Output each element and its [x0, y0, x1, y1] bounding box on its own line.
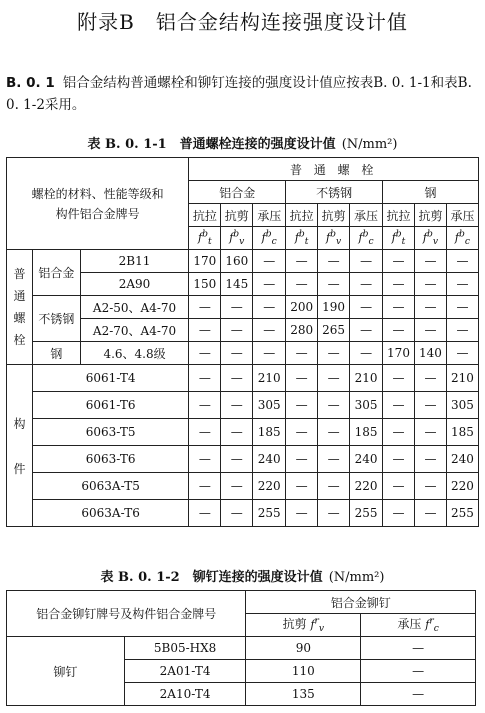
rivet-shear: 90	[246, 637, 361, 660]
value-cell: 170	[383, 342, 415, 365]
table1-top-header: 普 通 螺 栓	[189, 158, 479, 181]
value-cell: —	[383, 273, 415, 296]
value-cell: 265	[318, 319, 350, 342]
value-cell: 305	[350, 392, 383, 419]
value-cell: —	[221, 500, 253, 527]
value-cell: 255	[350, 500, 383, 527]
column-header: 承压	[350, 204, 383, 227]
value-cell: —	[286, 473, 318, 500]
column-symbol	[383, 227, 415, 250]
member-grade: 6063A-T5	[32, 473, 188, 500]
value-cell: —	[414, 365, 446, 392]
symbol: $f^b_c$	[261, 228, 277, 248]
column-symbol	[189, 227, 221, 250]
table1-caption-text: 表 B. 0. 1-1 普通螺栓连接的强度设计值	[87, 137, 336, 152]
value-cell: 185	[253, 419, 286, 446]
bolt-material: 钢	[32, 342, 80, 365]
bolt-material: 铝合金	[32, 250, 80, 296]
value-cell: —	[414, 296, 446, 319]
table2-category: 铆钉	[7, 637, 125, 706]
symbol: $f^b_c$	[454, 228, 471, 248]
value-cell: —	[189, 500, 221, 527]
table1-corner-header: 螺栓的材料、性能等级和构件铝合金牌号	[7, 158, 189, 250]
value-cell: —	[383, 419, 415, 446]
bolt-grade: A2-70、A4-70	[80, 319, 189, 342]
value-cell: 145	[221, 273, 253, 296]
column-symbol	[350, 227, 383, 250]
symbol: $f^b_t$	[294, 228, 309, 248]
value-cell: —	[221, 296, 253, 319]
value-cell: 305	[253, 392, 286, 419]
table-row	[7, 296, 479, 319]
column-header: 承压	[446, 204, 478, 227]
col-label: 承压	[397, 617, 422, 632]
rivet-grade: 2A01-T4	[124, 660, 246, 683]
rivet-bearing: —	[361, 660, 476, 683]
col-label: 抗剪	[282, 617, 307, 632]
page-title: 附录B 铝合金结构连接强度设计值	[77, 10, 408, 34]
value-cell: —	[318, 500, 350, 527]
value-cell: —	[221, 473, 253, 500]
value-cell: —	[414, 319, 446, 342]
rivet-grade: 5B05-HX8	[124, 637, 246, 660]
value-cell: —	[383, 296, 415, 319]
rivet-bearing: —	[361, 637, 476, 660]
value-cell: —	[189, 342, 221, 365]
column-symbol	[286, 227, 318, 250]
symbol: $f^b_t$	[391, 228, 406, 248]
member-category: 构 件	[7, 365, 33, 527]
value-cell: —	[253, 250, 286, 273]
rivet-shear: 110	[246, 660, 361, 683]
value-cell: —	[446, 296, 478, 319]
value-cell: 210	[253, 365, 286, 392]
value-cell: 240	[350, 446, 383, 473]
value-cell: 255	[253, 500, 286, 527]
symbol: $f^b_v$	[229, 228, 245, 248]
value-cell: 210	[446, 365, 478, 392]
column-symbol	[318, 227, 350, 250]
value-cell: —	[383, 446, 415, 473]
column-symbol	[221, 227, 253, 250]
column-symbol	[414, 227, 446, 250]
group-header: 铝合金	[189, 181, 286, 204]
value-cell: —	[383, 500, 415, 527]
value-cell: —	[318, 273, 350, 296]
symbol: $f^b_v$	[422, 228, 439, 248]
value-cell: —	[221, 446, 253, 473]
value-cell: —	[286, 500, 318, 527]
value-cell: —	[446, 250, 478, 273]
symbol: $f^b_t$	[198, 228, 212, 248]
rivet-strength-table	[6, 590, 476, 706]
value-cell: 150	[189, 273, 221, 296]
bolt-material: 不锈钢	[32, 296, 80, 342]
value-cell: —	[383, 392, 415, 419]
value-cell: 185	[350, 419, 383, 446]
group-header: 不锈钢	[286, 181, 383, 204]
value-cell: 220	[253, 473, 286, 500]
value-cell: —	[286, 365, 318, 392]
value-cell: —	[414, 500, 446, 527]
table2-group-header: 铝合金铆钉	[246, 591, 476, 614]
member-grade: 6063-T6	[32, 446, 188, 473]
group-header: 钢	[383, 181, 479, 204]
value-cell: —	[318, 250, 350, 273]
value-cell: —	[286, 446, 318, 473]
table-row	[7, 473, 479, 500]
member-grade: 6061-T6	[32, 392, 188, 419]
value-cell: 240	[253, 446, 286, 473]
value-cell: —	[253, 296, 286, 319]
column-header: 抗拉	[383, 204, 415, 227]
table2-corner-header: 铝合金铆钉牌号及构件铝合金牌号	[7, 591, 246, 637]
value-cell: —	[253, 273, 286, 296]
bolt-category: 普 通 螺 栓	[7, 250, 33, 365]
value-cell: 220	[350, 473, 383, 500]
table-row	[7, 419, 479, 446]
value-cell: —	[350, 250, 383, 273]
rivet-grade: 2A10-T4	[124, 683, 246, 706]
value-cell: 200	[286, 296, 318, 319]
value-cell: —	[189, 392, 221, 419]
value-cell: —	[414, 250, 446, 273]
value-cell: —	[253, 319, 286, 342]
value-cell: —	[350, 319, 383, 342]
value-cell: —	[318, 473, 350, 500]
value-cell: —	[286, 273, 318, 296]
value-cell: —	[221, 342, 253, 365]
value-cell: —	[318, 446, 350, 473]
value-cell: —	[383, 365, 415, 392]
value-cell: —	[446, 273, 478, 296]
value-cell: —	[221, 392, 253, 419]
clause-text: 铝合金结构普通螺栓和铆钉连接的强度设计值应按表B. 0. 1-1和表B. 0. 1-2采用。	[6, 75, 472, 113]
value-cell: —	[189, 446, 221, 473]
table-row	[7, 446, 479, 473]
value-cell: —	[286, 392, 318, 419]
table2-unit: (N/mm²)	[328, 570, 385, 585]
value-cell: 305	[446, 392, 478, 419]
value-cell: —	[383, 319, 415, 342]
clause-paragraph	[6, 72, 481, 116]
value-cell: —	[318, 419, 350, 446]
value-cell: —	[189, 319, 221, 342]
column-header: 抗剪	[414, 204, 446, 227]
value-cell: —	[446, 319, 478, 342]
table-row	[7, 365, 479, 392]
value-cell: —	[286, 250, 318, 273]
value-cell: —	[318, 392, 350, 419]
clause-code: B. 0. 1	[6, 75, 55, 91]
value-cell: —	[383, 473, 415, 500]
value-cell: —	[189, 473, 221, 500]
value-cell: 185	[446, 419, 478, 446]
table1-unit: (N/mm²)	[341, 137, 398, 152]
value-cell: —	[383, 250, 415, 273]
value-cell: —	[350, 296, 383, 319]
value-cell: 255	[446, 500, 478, 527]
bolt-strength-table	[6, 157, 479, 527]
value-cell: —	[446, 342, 478, 365]
value-cell: —	[414, 392, 446, 419]
value-cell: 210	[350, 365, 383, 392]
table-row	[7, 342, 479, 365]
table2-caption	[0, 566, 485, 585]
value-cell: —	[414, 273, 446, 296]
value-cell: 280	[286, 319, 318, 342]
value-cell: —	[414, 419, 446, 446]
table2-col-bearing	[361, 614, 476, 637]
value-cell: —	[318, 365, 350, 392]
bolt-grade: 4.6、4.8级	[80, 342, 189, 365]
symbol: $f^b_v$	[326, 228, 342, 248]
value-cell: 240	[446, 446, 478, 473]
value-cell: —	[318, 342, 350, 365]
rivet-bearing: —	[361, 683, 476, 706]
value-cell: —	[221, 365, 253, 392]
value-cell: —	[286, 342, 318, 365]
column-header: 抗拉	[286, 204, 318, 227]
symbol: $f^b_c$	[358, 228, 374, 248]
table-row	[7, 392, 479, 419]
column-symbol	[446, 227, 478, 250]
value-cell: —	[350, 273, 383, 296]
value-cell: —	[414, 446, 446, 473]
rivet-shear: 135	[246, 683, 361, 706]
column-header: 抗拉	[189, 204, 221, 227]
bolt-grade: 2A90	[80, 273, 189, 296]
member-grade: 6063-T5	[32, 419, 188, 446]
value-cell: —	[189, 296, 221, 319]
table-row	[7, 250, 479, 273]
symbol-fv: $f^r_v$	[310, 615, 325, 635]
value-cell: —	[221, 419, 253, 446]
value-cell: —	[189, 419, 221, 446]
table-row	[7, 500, 479, 527]
column-symbol	[253, 227, 286, 250]
member-grade: 6061-T4	[32, 365, 188, 392]
bolt-grade: 2B11	[80, 250, 189, 273]
value-cell: 160	[221, 250, 253, 273]
value-cell: —	[414, 473, 446, 500]
value-cell: 190	[318, 296, 350, 319]
value-cell: —	[350, 342, 383, 365]
bolt-grade: A2-50、A4-70	[80, 296, 189, 319]
column-header: 抗剪	[318, 204, 350, 227]
value-cell: —	[286, 419, 318, 446]
column-header: 抗剪	[221, 204, 253, 227]
value-cell: —	[221, 319, 253, 342]
value-cell: 220	[446, 473, 478, 500]
value-cell: 140	[414, 342, 446, 365]
table2-caption-text: 表 B. 0. 1-2 铆钉连接的强度设计值	[100, 570, 323, 585]
member-grade: 6063A-T6	[32, 500, 188, 527]
value-cell: 170	[189, 250, 221, 273]
value-cell: —	[253, 342, 286, 365]
symbol-fc: $f^r_c$	[425, 615, 439, 635]
column-header: 承压	[253, 204, 286, 227]
table2-col-shear	[246, 614, 361, 637]
value-cell: —	[189, 365, 221, 392]
table1-caption	[0, 133, 485, 152]
